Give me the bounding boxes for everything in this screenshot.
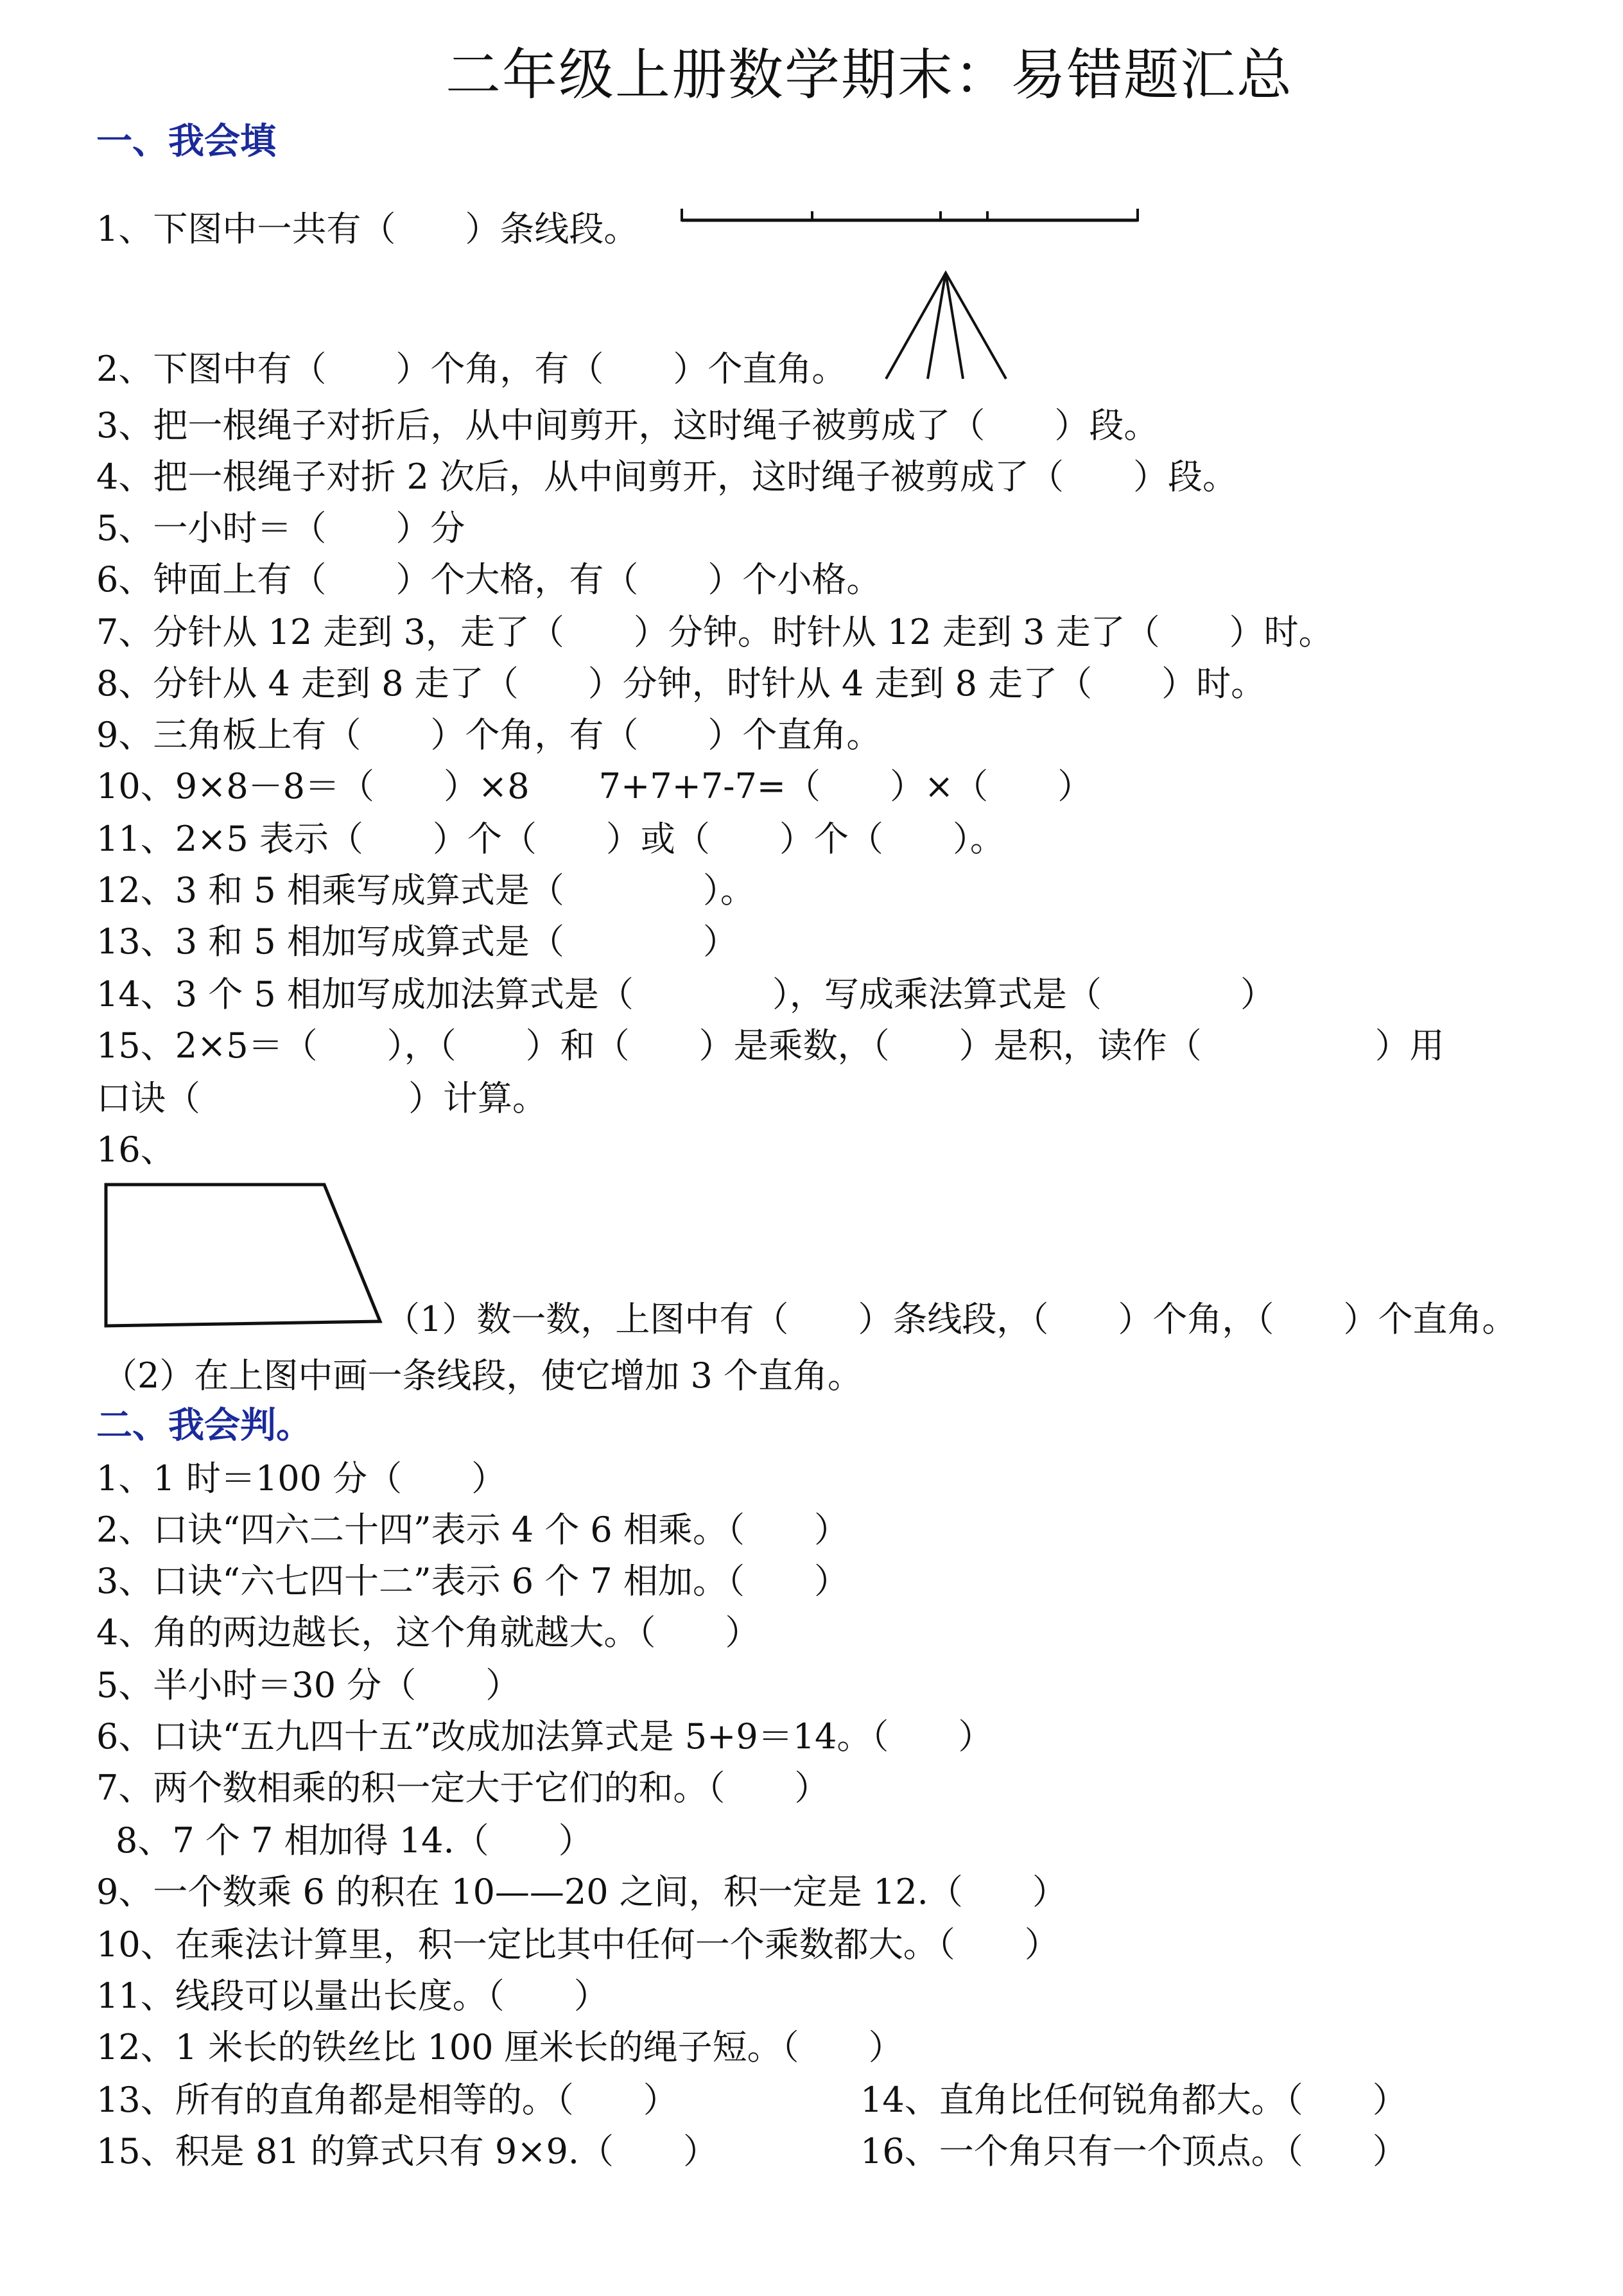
fill-question-7: 7、分针从 12 走到 3，走了（ ）分钟。时针从 12 走到 3 走了（ ）时。	[96, 612, 1333, 652]
triangle-angles-figure	[883, 270, 1011, 382]
judge-question-9: 9、一个数乘 6 的积在 10——20 之间，积一定是 12.（ ）	[96, 1872, 1067, 1912]
judge-question-3: 3、口诀“六七四十二”表示 6 个 7 相加。（ ）	[96, 1561, 849, 1601]
judge-question-15: 15、积是 81 的算式只有 9×9.（ ）	[96, 2131, 718, 2171]
fill-question-5: 5、一小时＝（ ）分	[96, 508, 465, 548]
fill-question-16-part2: （2）在上图中画一条线段，使它增加 3 个直角。	[103, 1355, 863, 1396]
judge-question-6: 6、口诀“五九四十五”改成加法算式是 5+9＝14。（ ）	[96, 1716, 993, 1757]
fill-question-3: 3、把一根绳子对折后，从中间剪开，这时绳子被剪成了（ ）段。	[96, 405, 1159, 446]
fill-question-2: 2、下图中有（ ）个角，有（ ）个直角。	[96, 349, 847, 389]
fill-question-8: 8、分针从 4 走到 8 走了（ ）分钟，时针从 4 走到 8 走了（ ）时。	[96, 663, 1266, 704]
fill-question-1: 1、下图中一共有（ ）条线段。	[96, 209, 639, 249]
fill-question-15-continued: 口诀（ ）计算。	[96, 1078, 547, 1118]
judge-question-4: 4、角的两边越长，这个角就越大。（ ）	[96, 1612, 760, 1653]
judge-question-5: 5、半小时＝30 分（ ）	[96, 1665, 521, 1705]
fill-question-10: 10、9×8－8＝（ ）×8 7+7+7-7=（ ）×（ ）	[96, 766, 1093, 806]
fill-question-6: 6、钟面上有（ ）个大格，有（ ）个小格。	[96, 559, 881, 600]
fill-question-9: 9、三角板上有（ ）个角，有（ ）个直角。	[96, 715, 881, 755]
fill-question-13: 13、3 和 5 相加写成算式是（ ）	[96, 921, 738, 962]
judge-question-14: 14、直角比任何锐角都大。（ ）	[860, 2080, 1407, 2120]
judge-question-10: 10、在乘法计算里，积一定比其中任何一个乘数都大。（ ）	[96, 1924, 1059, 1965]
fill-question-11: 11、2×5 表示（ ）个（ ）或（ ）个（ ）。	[96, 819, 1005, 859]
judge-question-7: 7、两个数相乘的积一定大于它们的和。（ ）	[96, 1768, 829, 1808]
page-title: 二年级上册数学期末：易错题汇总	[446, 43, 1293, 107]
fill-question-14: 14、3 个 5 相加写成加法算式是（ ），写成乘法算式是（ ）	[96, 974, 1275, 1014]
fill-question-16-part1: （1）数一数，上图中有（ ）条线段，（ ）个角，（ ）个直角。	[385, 1299, 1517, 1339]
section-heading-fill: 一、我会填	[96, 121, 276, 162]
judge-question-12: 12、1 米长的铁丝比 100 厘米长的绳子短。（ ）	[96, 2027, 903, 2067]
fill-question-4: 4、把一根绳子对折 2 次后，从中间剪开，这时绳子被剪成了（ ）段。	[96, 457, 1238, 497]
judge-question-11: 11、线段可以量出长度。（ ）	[96, 1976, 609, 2016]
trapezoid-figure	[103, 1181, 385, 1329]
line-segment-figure	[681, 202, 1143, 228]
fill-question-15: 15、2×5＝（ ），（ ）和（ ）是乘数，（ ）是积，读作（ ）用	[96, 1025, 1445, 1066]
judge-question-8: 8、7 个 7 相加得 14.（ ）	[116, 1820, 593, 1861]
judge-question-2: 2、口诀“四六二十四”表示 4 个 6 相乘。（ ）	[96, 1509, 849, 1550]
fill-question-12: 12、3 和 5 相乘写成算式是（ ）。	[96, 870, 755, 910]
judge-question-16: 16、一个角只有一个顶点。（ ）	[860, 2131, 1407, 2171]
section-heading-judge: 二、我会判。	[96, 1405, 312, 1447]
judge-question-13: 13、所有的直角都是相等的。（ ）	[96, 2080, 678, 2120]
judge-question-1: 1、1 时＝100 分（ ）	[96, 1458, 507, 1499]
fill-question-16-label: 16、	[96, 1129, 175, 1170]
